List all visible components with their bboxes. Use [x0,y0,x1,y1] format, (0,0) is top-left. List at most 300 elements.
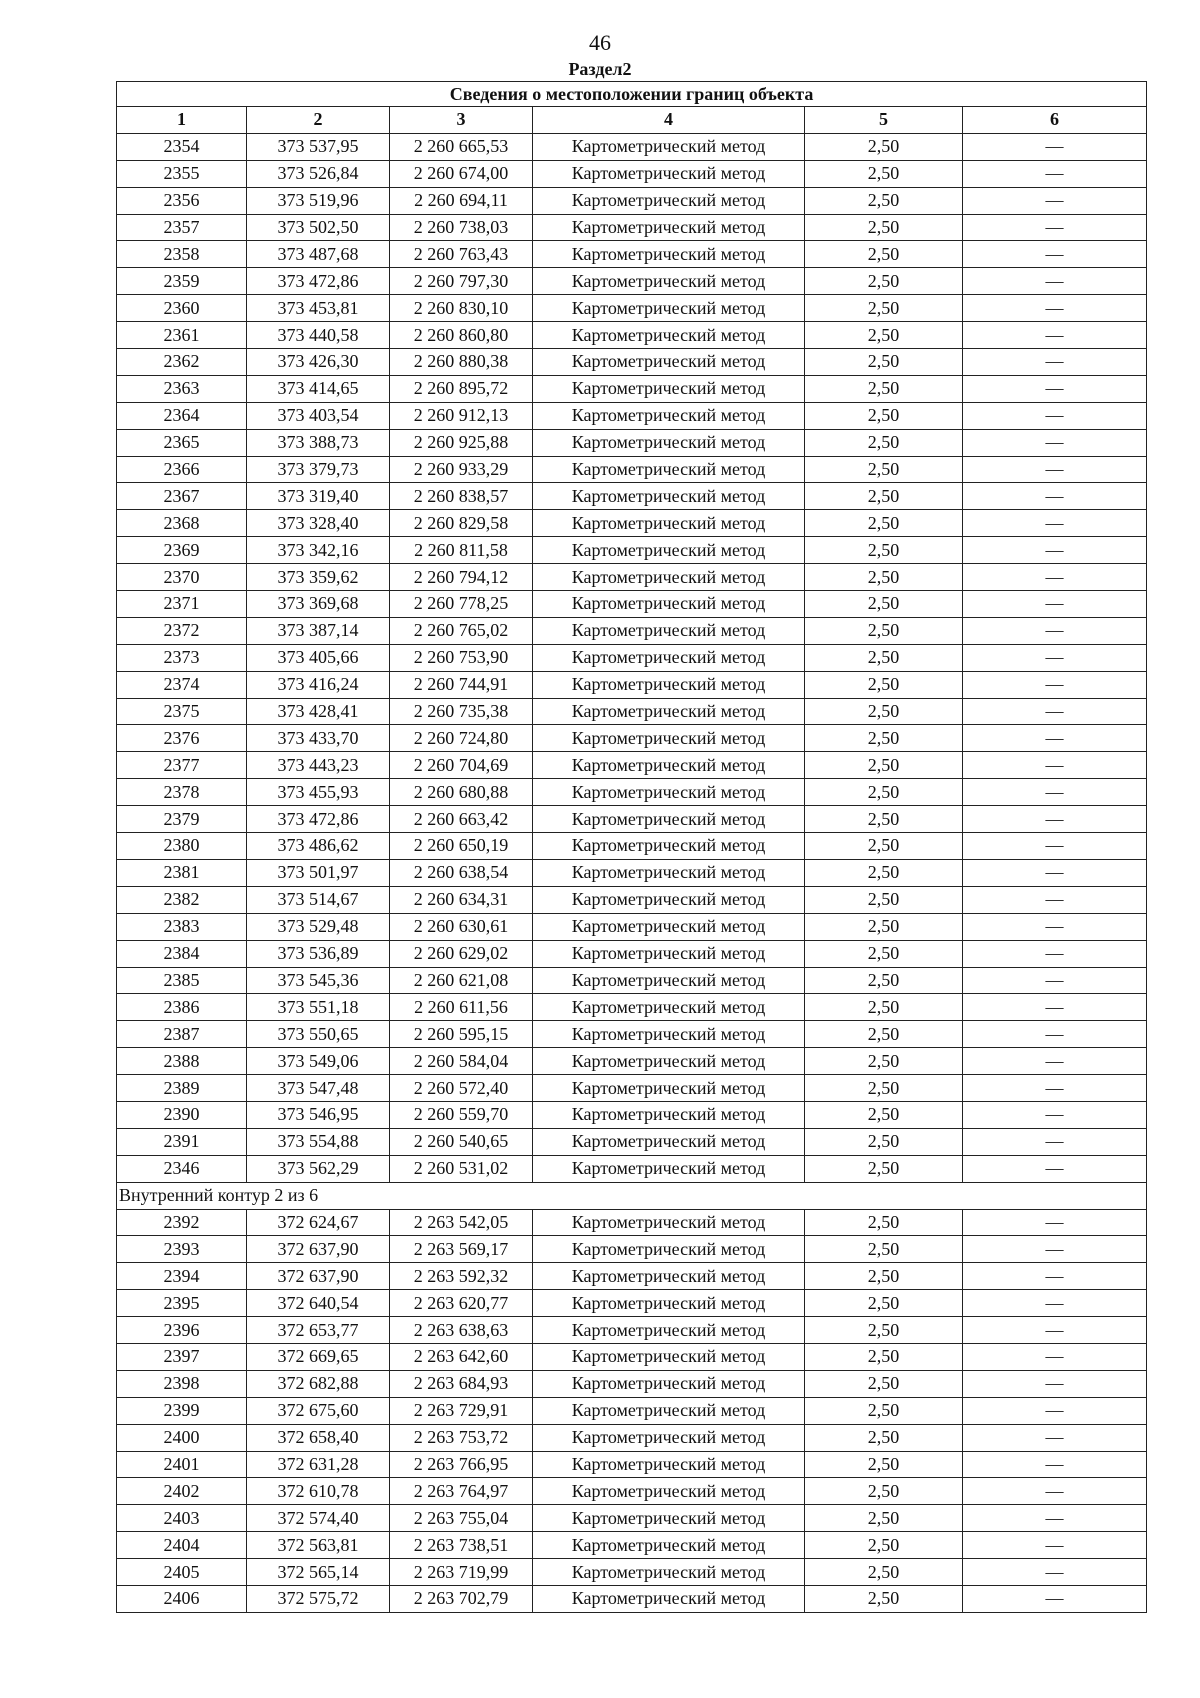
x-coordinate-cell: 373 529,48 [247,913,390,940]
table-row [117,1021,1147,1048]
point-number-cell: 2360 [117,295,247,322]
method-cell: Картометрический метод [533,644,805,671]
x-coordinate-cell: 373 369,68 [247,591,390,618]
table-row [117,1343,1147,1370]
point-number-cell: 2396 [117,1317,247,1344]
method-cell: Картометрический метод [533,1075,805,1102]
point-number-cell: 2402 [117,1478,247,1505]
table-row [117,1505,1147,1532]
point-number-cell: 2373 [117,644,247,671]
y-coordinate-cell: 2 263 766,95 [390,1451,533,1478]
table-row [117,1075,1147,1102]
description-cell: — [963,1424,1147,1451]
description-cell: — [963,833,1147,860]
accuracy-cell: 2,50 [805,994,963,1021]
description-cell: — [963,617,1147,644]
description-cell: — [963,1236,1147,1263]
method-cell: Картометрический метод [533,806,805,833]
accuracy-cell: 2,50 [805,160,963,187]
description-cell: — [963,967,1147,994]
point-number-cell: 2363 [117,375,247,402]
table-row [117,510,1147,537]
point-number-cell: 2354 [117,133,247,160]
y-coordinate-cell: 2 260 794,12 [390,564,533,591]
accuracy-cell: 2,50 [805,591,963,618]
method-cell: Картометрический метод [533,1128,805,1155]
y-coordinate-cell: 2 260 540,65 [390,1128,533,1155]
column-header: 2 [247,107,390,134]
accuracy-cell: 2,50 [805,1532,963,1559]
table-row [117,940,1147,967]
x-coordinate-cell: 373 486,62 [247,833,390,860]
accuracy-cell: 2,50 [805,241,963,268]
description-cell: — [963,752,1147,779]
x-coordinate-cell: 373 328,40 [247,510,390,537]
accuracy-cell: 2,50 [805,671,963,698]
accuracy-cell: 2,50 [805,1290,963,1317]
point-number-cell: 2382 [117,886,247,913]
x-coordinate-cell: 373 440,58 [247,322,390,349]
method-cell: Картометрический метод [533,214,805,241]
method-cell: Картометрический метод [533,967,805,994]
y-coordinate-cell: 2 260 611,56 [390,994,533,1021]
description-cell: — [963,1397,1147,1424]
y-coordinate-cell: 2 260 912,13 [390,402,533,429]
description-cell: — [963,1290,1147,1317]
x-coordinate-cell: 373 426,30 [247,349,390,376]
point-number-cell: 2384 [117,940,247,967]
point-number-cell: 2379 [117,806,247,833]
accuracy-cell: 2,50 [805,1424,963,1451]
point-number-cell: 2394 [117,1263,247,1290]
point-number-cell: 2367 [117,483,247,510]
accuracy-cell: 2,50 [805,1101,963,1128]
accuracy-cell: 2,50 [805,510,963,537]
x-coordinate-cell: 372 563,81 [247,1532,390,1559]
description-cell: — [963,1532,1147,1559]
x-coordinate-cell: 372 658,40 [247,1424,390,1451]
description-cell: — [963,994,1147,1021]
accuracy-cell: 2,50 [805,1370,963,1397]
accuracy-cell: 2,50 [805,268,963,295]
accuracy-cell: 2,50 [805,940,963,967]
accuracy-cell: 2,50 [805,1585,963,1612]
accuracy-cell: 2,50 [805,456,963,483]
x-coordinate-cell: 372 640,54 [247,1290,390,1317]
y-coordinate-cell: 2 260 663,42 [390,806,533,833]
description-cell: — [963,859,1147,886]
description-cell: — [963,1317,1147,1344]
method-cell: Картометрический метод [533,1290,805,1317]
table-row [117,456,1147,483]
y-coordinate-cell: 2 263 542,05 [390,1209,533,1236]
table-row [117,402,1147,429]
accuracy-cell: 2,50 [805,752,963,779]
description-cell: — [963,187,1147,214]
point-number-cell: 2397 [117,1343,247,1370]
table-row [117,375,1147,402]
accuracy-cell: 2,50 [805,322,963,349]
method-cell: Картометрический метод [533,510,805,537]
y-coordinate-cell: 2 263 719,99 [390,1559,533,1586]
y-coordinate-cell: 2 260 559,70 [390,1101,533,1128]
accuracy-cell: 2,50 [805,1021,963,1048]
y-coordinate-cell: 2 260 665,53 [390,133,533,160]
x-coordinate-cell: 372 669,65 [247,1343,390,1370]
method-cell: Картометрический метод [533,1048,805,1075]
table-row [117,886,1147,913]
description-cell: — [963,1021,1147,1048]
accuracy-cell: 2,50 [805,1559,963,1586]
y-coordinate-cell: 2 263 592,32 [390,1263,533,1290]
x-coordinate-cell: 373 545,36 [247,967,390,994]
table-row [117,322,1147,349]
y-coordinate-cell: 2 260 572,40 [390,1075,533,1102]
accuracy-cell: 2,50 [805,806,963,833]
method-cell: Картометрический метод [533,295,805,322]
point-number-cell: 2389 [117,1075,247,1102]
x-coordinate-cell: 372 675,60 [247,1397,390,1424]
y-coordinate-cell: 2 260 744,91 [390,671,533,698]
y-coordinate-cell: 2 263 620,77 [390,1290,533,1317]
point-number-cell: 2346 [117,1155,247,1182]
description-cell: — [963,322,1147,349]
method-cell: Картометрический метод [533,1209,805,1236]
y-coordinate-cell: 2 263 753,72 [390,1424,533,1451]
method-cell: Картометрический метод [533,564,805,591]
x-coordinate-cell: 373 428,41 [247,698,390,725]
y-coordinate-cell: 2 260 838,57 [390,483,533,510]
description-cell: — [963,375,1147,402]
description-cell: — [963,913,1147,940]
x-coordinate-cell: 373 433,70 [247,725,390,752]
description-cell: — [963,537,1147,564]
table-row [117,1236,1147,1263]
table-row [117,1155,1147,1182]
point-number-cell: 2366 [117,456,247,483]
accuracy-cell: 2,50 [805,698,963,725]
point-number-cell: 2383 [117,913,247,940]
x-coordinate-cell: 373 546,95 [247,1101,390,1128]
y-coordinate-cell: 2 263 755,04 [390,1505,533,1532]
point-number-cell: 2399 [117,1397,247,1424]
description-cell: — [963,886,1147,913]
x-coordinate-cell: 373 453,81 [247,295,390,322]
x-coordinate-cell: 373 536,89 [247,940,390,967]
point-number-cell: 2391 [117,1128,247,1155]
accuracy-cell: 2,50 [805,349,963,376]
method-cell: Картометрический метод [533,1397,805,1424]
table-row [117,133,1147,160]
y-coordinate-cell: 2 260 595,15 [390,1021,533,1048]
y-coordinate-cell: 2 260 735,38 [390,698,533,725]
method-cell: Картометрический метод [533,537,805,564]
x-coordinate-cell: 373 359,62 [247,564,390,591]
x-coordinate-cell: 373 387,14 [247,617,390,644]
table-row [117,591,1147,618]
method-cell: Картометрический метод [533,1478,805,1505]
table-row [117,564,1147,591]
y-coordinate-cell: 2 260 621,08 [390,967,533,994]
x-coordinate-cell: 373 549,06 [247,1048,390,1075]
point-number-cell: 2377 [117,752,247,779]
x-coordinate-cell: 373 487,68 [247,241,390,268]
x-coordinate-cell: 372 624,67 [247,1209,390,1236]
accuracy-cell: 2,50 [805,483,963,510]
accuracy-cell: 2,50 [805,833,963,860]
table-row [117,483,1147,510]
point-number-cell: 2374 [117,671,247,698]
column-header: 3 [390,107,533,134]
method-cell: Картометрический метод [533,1343,805,1370]
method-cell: Картометрический метод [533,402,805,429]
accuracy-cell: 2,50 [805,133,963,160]
y-coordinate-cell: 2 260 925,88 [390,429,533,456]
x-coordinate-cell: 372 637,90 [247,1263,390,1290]
y-coordinate-cell: 2 260 629,02 [390,940,533,967]
method-cell: Картометрический метод [533,859,805,886]
column-header: 6 [963,107,1147,134]
accuracy-cell: 2,50 [805,725,963,752]
method-cell: Картометрический метод [533,268,805,295]
table-row [117,1209,1147,1236]
x-coordinate-cell: 373 403,54 [247,402,390,429]
description-cell: — [963,133,1147,160]
point-number-cell: 2395 [117,1290,247,1317]
table-row [117,214,1147,241]
point-number-cell: 2401 [117,1451,247,1478]
method-cell: Картометрический метод [533,1236,805,1263]
description-cell: — [963,725,1147,752]
accuracy-cell: 2,50 [805,1209,963,1236]
table-row [117,671,1147,698]
description-cell: — [963,456,1147,483]
y-coordinate-cell: 2 263 642,60 [390,1343,533,1370]
y-coordinate-cell: 2 260 738,03 [390,214,533,241]
x-coordinate-cell: 373 519,96 [247,187,390,214]
description-cell: — [963,268,1147,295]
x-coordinate-cell: 373 562,29 [247,1155,390,1182]
table-row [117,1370,1147,1397]
method-cell: Картометрический метод [533,1559,805,1586]
table-row [117,617,1147,644]
accuracy-cell: 2,50 [805,1155,963,1182]
method-cell: Картометрический метод [533,940,805,967]
x-coordinate-cell: 373 550,65 [247,1021,390,1048]
y-coordinate-cell: 2 260 763,43 [390,241,533,268]
method-cell: Картометрический метод [533,1370,805,1397]
table-row [117,1317,1147,1344]
table-row [117,1101,1147,1128]
method-cell: Картометрический метод [533,133,805,160]
method-cell: Картометрический метод [533,1505,805,1532]
point-number-cell: 2358 [117,241,247,268]
point-number-cell: 2369 [117,537,247,564]
table-row [117,698,1147,725]
description-cell: — [963,564,1147,591]
point-number-cell: 2406 [117,1585,247,1612]
accuracy-cell: 2,50 [805,1451,963,1478]
y-coordinate-cell: 2 260 584,04 [390,1048,533,1075]
point-number-cell: 2393 [117,1236,247,1263]
method-cell: Картометрический метод [533,1101,805,1128]
table-body [117,133,1147,1612]
point-number-cell: 2357 [117,214,247,241]
accuracy-cell: 2,50 [805,1317,963,1344]
method-cell: Картометрический метод [533,779,805,806]
point-number-cell: 2404 [117,1532,247,1559]
accuracy-cell: 2,50 [805,1478,963,1505]
accuracy-cell: 2,50 [805,402,963,429]
accuracy-cell: 2,50 [805,214,963,241]
table-row [117,644,1147,671]
point-number-cell: 2372 [117,617,247,644]
x-coordinate-cell: 373 443,23 [247,752,390,779]
table-row [117,913,1147,940]
y-coordinate-cell: 2 260 765,02 [390,617,533,644]
description-cell: — [963,1155,1147,1182]
description-cell: — [963,349,1147,376]
x-coordinate-cell: 372 631,28 [247,1451,390,1478]
table-row [117,1397,1147,1424]
y-coordinate-cell: 2 260 694,11 [390,187,533,214]
accuracy-cell: 2,50 [805,1505,963,1532]
method-cell: Картометрический метод [533,617,805,644]
accuracy-cell: 2,50 [805,644,963,671]
y-coordinate-cell: 2 260 531,02 [390,1155,533,1182]
x-coordinate-cell: 373 537,95 [247,133,390,160]
y-coordinate-cell: 2 260 830,10 [390,295,533,322]
page-number: 46 [589,30,611,55]
table-row [117,187,1147,214]
point-number-cell: 2356 [117,187,247,214]
table-row [117,1424,1147,1451]
method-cell: Картометрический метод [533,913,805,940]
x-coordinate-cell: 372 610,78 [247,1478,390,1505]
contour-row [117,1182,1147,1209]
description-cell: — [963,214,1147,241]
accuracy-cell: 2,50 [805,564,963,591]
method-cell: Картометрический метод [533,456,805,483]
method-cell: Картометрический метод [533,1317,805,1344]
y-coordinate-cell: 2 260 650,19 [390,833,533,860]
contour-label: Внутренний контур 2 из 6 [117,1182,1147,1209]
accuracy-cell: 2,50 [805,617,963,644]
coordinates-table [116,81,1147,1613]
x-coordinate-cell: 372 575,72 [247,1585,390,1612]
method-cell: Картометрический метод [533,1424,805,1451]
method-cell: Картометрический метод [533,429,805,456]
method-cell: Картометрический метод [533,1532,805,1559]
method-cell: Картометрический метод [533,886,805,913]
description-cell: — [963,806,1147,833]
description-cell: — [963,1048,1147,1075]
point-number-cell: 2371 [117,591,247,618]
table-row [117,779,1147,806]
table-row [117,1290,1147,1317]
point-number-cell: 2361 [117,322,247,349]
x-coordinate-cell: 373 472,86 [247,806,390,833]
x-coordinate-cell: 373 379,73 [247,456,390,483]
description-cell: — [963,1505,1147,1532]
y-coordinate-cell: 2 260 638,54 [390,859,533,886]
x-coordinate-cell: 373 526,84 [247,160,390,187]
y-coordinate-cell: 2 263 569,17 [390,1236,533,1263]
method-cell: Картометрический метод [533,187,805,214]
x-coordinate-cell: 372 565,14 [247,1559,390,1586]
table-row [117,967,1147,994]
accuracy-cell: 2,50 [805,779,963,806]
y-coordinate-cell: 2 260 860,80 [390,322,533,349]
column-header: 1 [117,107,247,134]
point-number-cell: 2398 [117,1370,247,1397]
table-row [117,349,1147,376]
description-cell: — [963,1263,1147,1290]
y-coordinate-cell: 2 263 702,79 [390,1585,533,1612]
table-header [117,82,1147,134]
table-row [117,295,1147,322]
method-cell: Картометрический метод [533,833,805,860]
y-coordinate-cell: 2 260 933,29 [390,456,533,483]
description-cell: — [963,429,1147,456]
method-cell: Картометрический метод [533,483,805,510]
x-coordinate-cell: 372 682,88 [247,1370,390,1397]
y-coordinate-cell: 2 260 829,58 [390,510,533,537]
description-cell: — [963,1209,1147,1236]
accuracy-cell: 2,50 [805,967,963,994]
point-number-cell: 2375 [117,698,247,725]
description-cell: — [963,1370,1147,1397]
method-cell: Картометрический метод [533,725,805,752]
description-cell: — [963,1451,1147,1478]
y-coordinate-cell: 2 260 880,38 [390,349,533,376]
method-cell: Картометрический метод [533,322,805,349]
accuracy-cell: 2,50 [805,1048,963,1075]
point-number-cell: 2381 [117,859,247,886]
table-row [117,268,1147,295]
y-coordinate-cell: 2 260 630,61 [390,913,533,940]
y-coordinate-cell: 2 260 724,80 [390,725,533,752]
method-cell: Картометрический метод [533,591,805,618]
x-coordinate-cell: 373 501,97 [247,859,390,886]
x-coordinate-cell: 373 455,93 [247,779,390,806]
description-cell: — [963,1559,1147,1586]
table-row [117,1559,1147,1586]
point-number-cell: 2400 [117,1424,247,1451]
table-row [117,1585,1147,1612]
accuracy-cell: 2,50 [805,1343,963,1370]
table-row [117,160,1147,187]
y-coordinate-cell: 2 260 811,58 [390,537,533,564]
method-cell: Картометрический метод [533,1263,805,1290]
y-coordinate-cell: 2 260 753,90 [390,644,533,671]
table-row [117,833,1147,860]
point-number-cell: 2392 [117,1209,247,1236]
method-cell: Картометрический метод [533,1451,805,1478]
point-number-cell: 2387 [117,1021,247,1048]
table-title: Сведения о местоположении границ объекта [117,82,1147,107]
point-number-cell: 2365 [117,429,247,456]
point-number-cell: 2405 [117,1559,247,1586]
y-coordinate-cell: 2 260 674,00 [390,160,533,187]
table-row [117,806,1147,833]
y-coordinate-cell: 2 263 738,51 [390,1532,533,1559]
x-coordinate-cell: 373 502,50 [247,214,390,241]
x-coordinate-cell: 372 653,77 [247,1317,390,1344]
x-coordinate-cell: 373 416,24 [247,671,390,698]
description-cell: — [963,241,1147,268]
point-number-cell: 2368 [117,510,247,537]
